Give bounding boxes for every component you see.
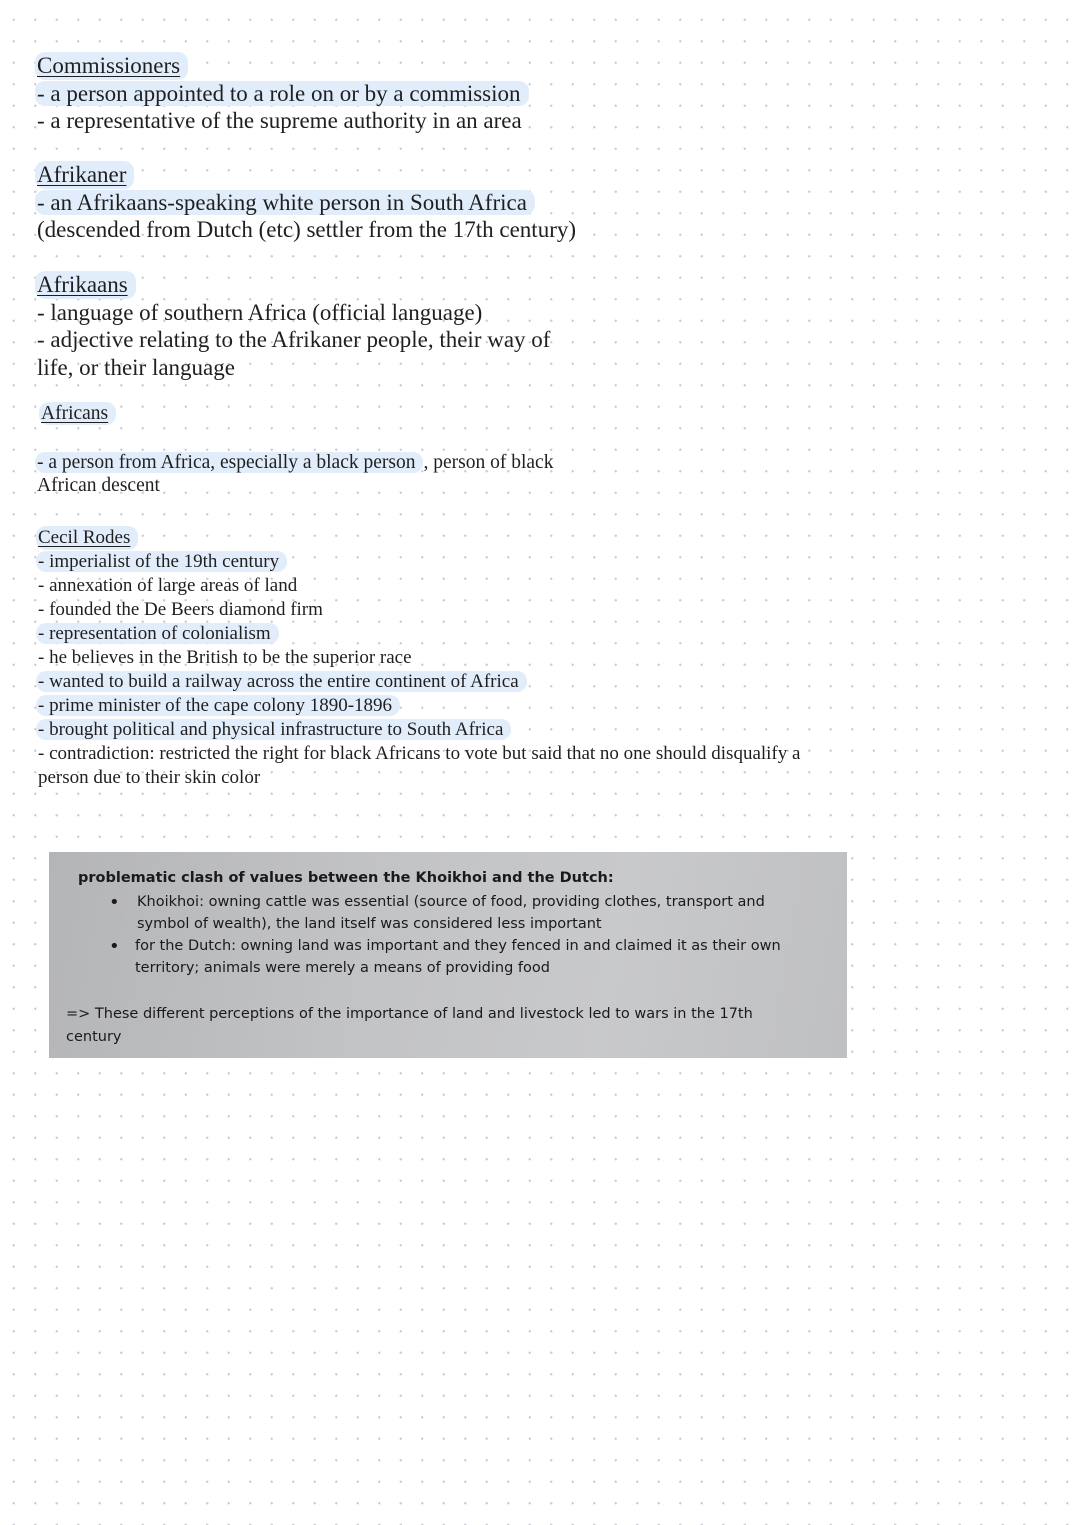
term-afrikaans: Afrikaans [35,271,136,299]
fact-line: person due to their skin color [38,767,261,788]
definition-line: - a person from Africa, especially a black person [35,452,423,473]
bullet-dot: • [109,892,120,913]
definition-line-continuation: , person of black [423,452,554,473]
photo-conclusion [66,1003,753,1049]
bullet-text-dutch [135,936,781,979]
fact-line: - contradiction: restricted the right for black Africans to vote but said that no one should disqualify a [38,743,801,764]
bullet-text-khoikhoi [137,892,765,935]
section-africans [41,402,116,425]
fact-line: - founded the De Beers diamond firm [38,599,323,620]
bullet-line: territory; animals were merely a means of providing food [135,959,550,976]
definition-line: life, or their language [37,354,235,380]
term-africans: Africans [39,402,116,425]
definition-line: - a person appointed to a role on or by a commission [35,81,529,106]
fact-line: - annexation of large areas of land [38,575,298,596]
photo-heading: problematic clash of values between the Khoikhoi and the Dutch: [78,870,614,886]
section-commissioners [37,52,529,135]
fact-line: - prime minister of the cape colony 1890-1896 [36,695,400,716]
fact-line: - he believes in the British to be the superior race [38,647,412,668]
section-cecil-rodes [38,526,800,790]
photo-excerpt [49,852,847,1058]
definition-line: (descended from Dutch (etc) settler from the 17th century) [37,217,577,242]
definition-line: African descent [37,475,160,496]
definition-line: - language of southern Africa (official language) [37,299,483,325]
conclusion-line: century [66,1029,122,1045]
bullet-line: symbol of wealth), the land itself was considered less important [137,915,602,932]
definition-line: - adjective relating to the Afrikaner people, their way of [37,327,551,352]
fact-line: - brought political and physical infrastructure to South Africa [36,719,511,740]
fact-line: - imperialist of the 19th century [36,551,287,572]
bullet-dot: • [109,936,120,957]
section-afrikaner [37,161,576,244]
section-afrikaans [37,271,550,381]
term-commissioners: Commissioners [35,52,188,80]
conclusion-line: => These different perceptions of the importance of land and livestock led to wars in the 17th [66,1006,753,1022]
bullet-line: Khoikhoi: owning cattle was essential (source of food, providing clothes, transport and [137,894,765,910]
fact-line: - representation of colonialism [36,623,279,644]
definition-line: - an Afrikaans-speaking white person in South Africa [35,190,535,215]
fact-line: - wanted to build a railway across the entire continent of Africa [36,671,527,692]
term-cecil-rodes: Cecil Rodes [36,526,138,550]
bullet-line: for the Dutch: owning land was important and they fenced in and claimed it as their own [135,938,781,954]
term-afrikaner: Afrikaner [35,161,134,189]
definition-line: - a representative of the supreme authority in an area [37,108,522,133]
section-africans-definition [37,451,553,497]
